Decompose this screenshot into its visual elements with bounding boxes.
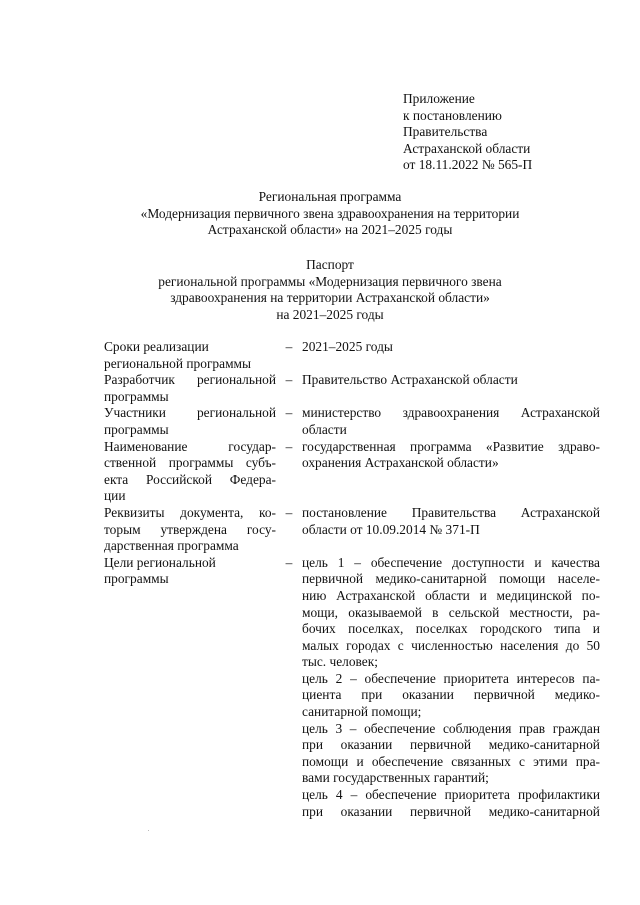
value-line: помощи и обеспечение связанных с этими пра- [302,753,600,769]
label-line: Разработчик региональной [104,372,276,388]
passport-row-label [104,505,276,555]
program-title-line: Региональная программа [258,189,402,204]
value-line: охранения Астраханской области» [302,455,499,471]
label-line: ственной программы субъ- [104,455,276,471]
passport-row-label [104,339,276,372]
value-line: вами государственных гарантий; [302,770,489,786]
value-line: цель 3 – обеспечение соблюдения прав граждан [302,720,600,736]
value-line: государственная программа «Развитие здраво- [302,438,600,454]
passport-title-line: региональной программы «Модернизация первичного звена [158,273,502,289]
passport-row-value [302,372,600,389]
value-line: Правительство Астраханской области [302,372,518,388]
program-title-line: Астраханской области» на 2021–2025 годы [207,222,453,238]
label-line: ции [104,488,126,504]
dash-separator: – [285,372,293,388]
passport-row-label [104,555,276,588]
passport-row-value [302,505,600,538]
label-line: программы [104,571,169,587]
value-line: бочих поселках, поселках городского типа и [302,621,600,637]
appendix-header [403,91,532,174]
label-line: Цели региональной [104,554,216,570]
passport-row [104,405,600,438]
value-line: первичной медико-санитарной помощи населе- [302,571,600,587]
label-line: программы [104,388,169,404]
dash-separator: – [285,405,293,421]
value-line: при оказании первичной медико-санитарной [302,737,600,753]
passport-table [104,339,600,820]
value-line: цель 2 – обеспечение приоритета интересов па- [302,670,600,686]
value-line: цель 1 – обеспечение доступности и качества [302,554,600,570]
dash-separator: – [285,554,293,570]
program-title-line: «Модернизация первичного звена здравоохранения на территории [140,205,520,221]
label-line: Наименование государ- [104,438,276,454]
appendix-line: Приложение [403,91,475,106]
value-line: области от 10.09.2014 № 371-П [302,521,480,537]
passport-title-line: здравоохранения на территории Астраханской области» [170,290,490,306]
value-line: при оказании первичной медико-санитарной [302,803,600,819]
value-line: 2021–2025 годы [302,339,393,354]
dash-separator: – [285,504,293,520]
label-line: торым утверждена госу- [104,521,276,537]
value-line: циента при оказании первичной медико- [302,687,600,703]
dash-separator: – [285,339,293,354]
label-line: программы [104,421,169,437]
label-line: региональной программы [104,355,252,371]
passport-title [60,257,600,323]
passport-title-line: на 2021–2025 годы [276,306,384,322]
passport-row-label [104,405,276,438]
passport-row-label [104,372,276,405]
passport-row-value [302,405,600,438]
appendix-line: Астраханской области [403,140,531,156]
passport-row [104,339,600,372]
value-line: области [302,421,347,437]
passport-row-label [104,439,276,505]
label-line: Участники региональной [104,405,276,421]
label-line: Реквизиты документа, ко- [104,504,276,520]
value-line: нию Астраханской области и медицинской по- [302,587,600,603]
value-line: тыс. человек; [302,654,378,670]
passport-row [104,439,600,505]
dash-separator: – [285,438,293,454]
label-line: екта Российской Федера- [104,471,276,487]
passport-row [104,372,600,405]
value-line: санитарной помощи; [302,704,422,720]
value-line: малых городах с численностью населения до 50 [302,637,600,653]
label-line: Сроки реализации [104,339,209,354]
passport-row [104,555,600,821]
passport-row-value [302,555,600,821]
passport-row-value [302,339,600,356]
label-line: дарственная программа [104,538,239,554]
value-line: мощи, оказываемой в сельской местности, ра- [302,604,600,620]
scan-speck [148,830,149,831]
program-title [60,189,600,239]
appendix-line: Правительства [403,124,488,140]
passport-row-value [302,439,600,472]
passport-title-line: Паспорт [306,257,354,272]
passport-row [104,505,600,555]
value-line: министерство здравоохранения Астраханской [302,405,600,421]
value-line: цель 4 – обеспечение приоритета профилактики [302,787,600,803]
value-line: постановление Правительства Астраханской [302,504,600,520]
appendix-line: к постановлению [403,107,502,123]
appendix-line: от 18.11.2022 № 565-П [403,157,533,173]
